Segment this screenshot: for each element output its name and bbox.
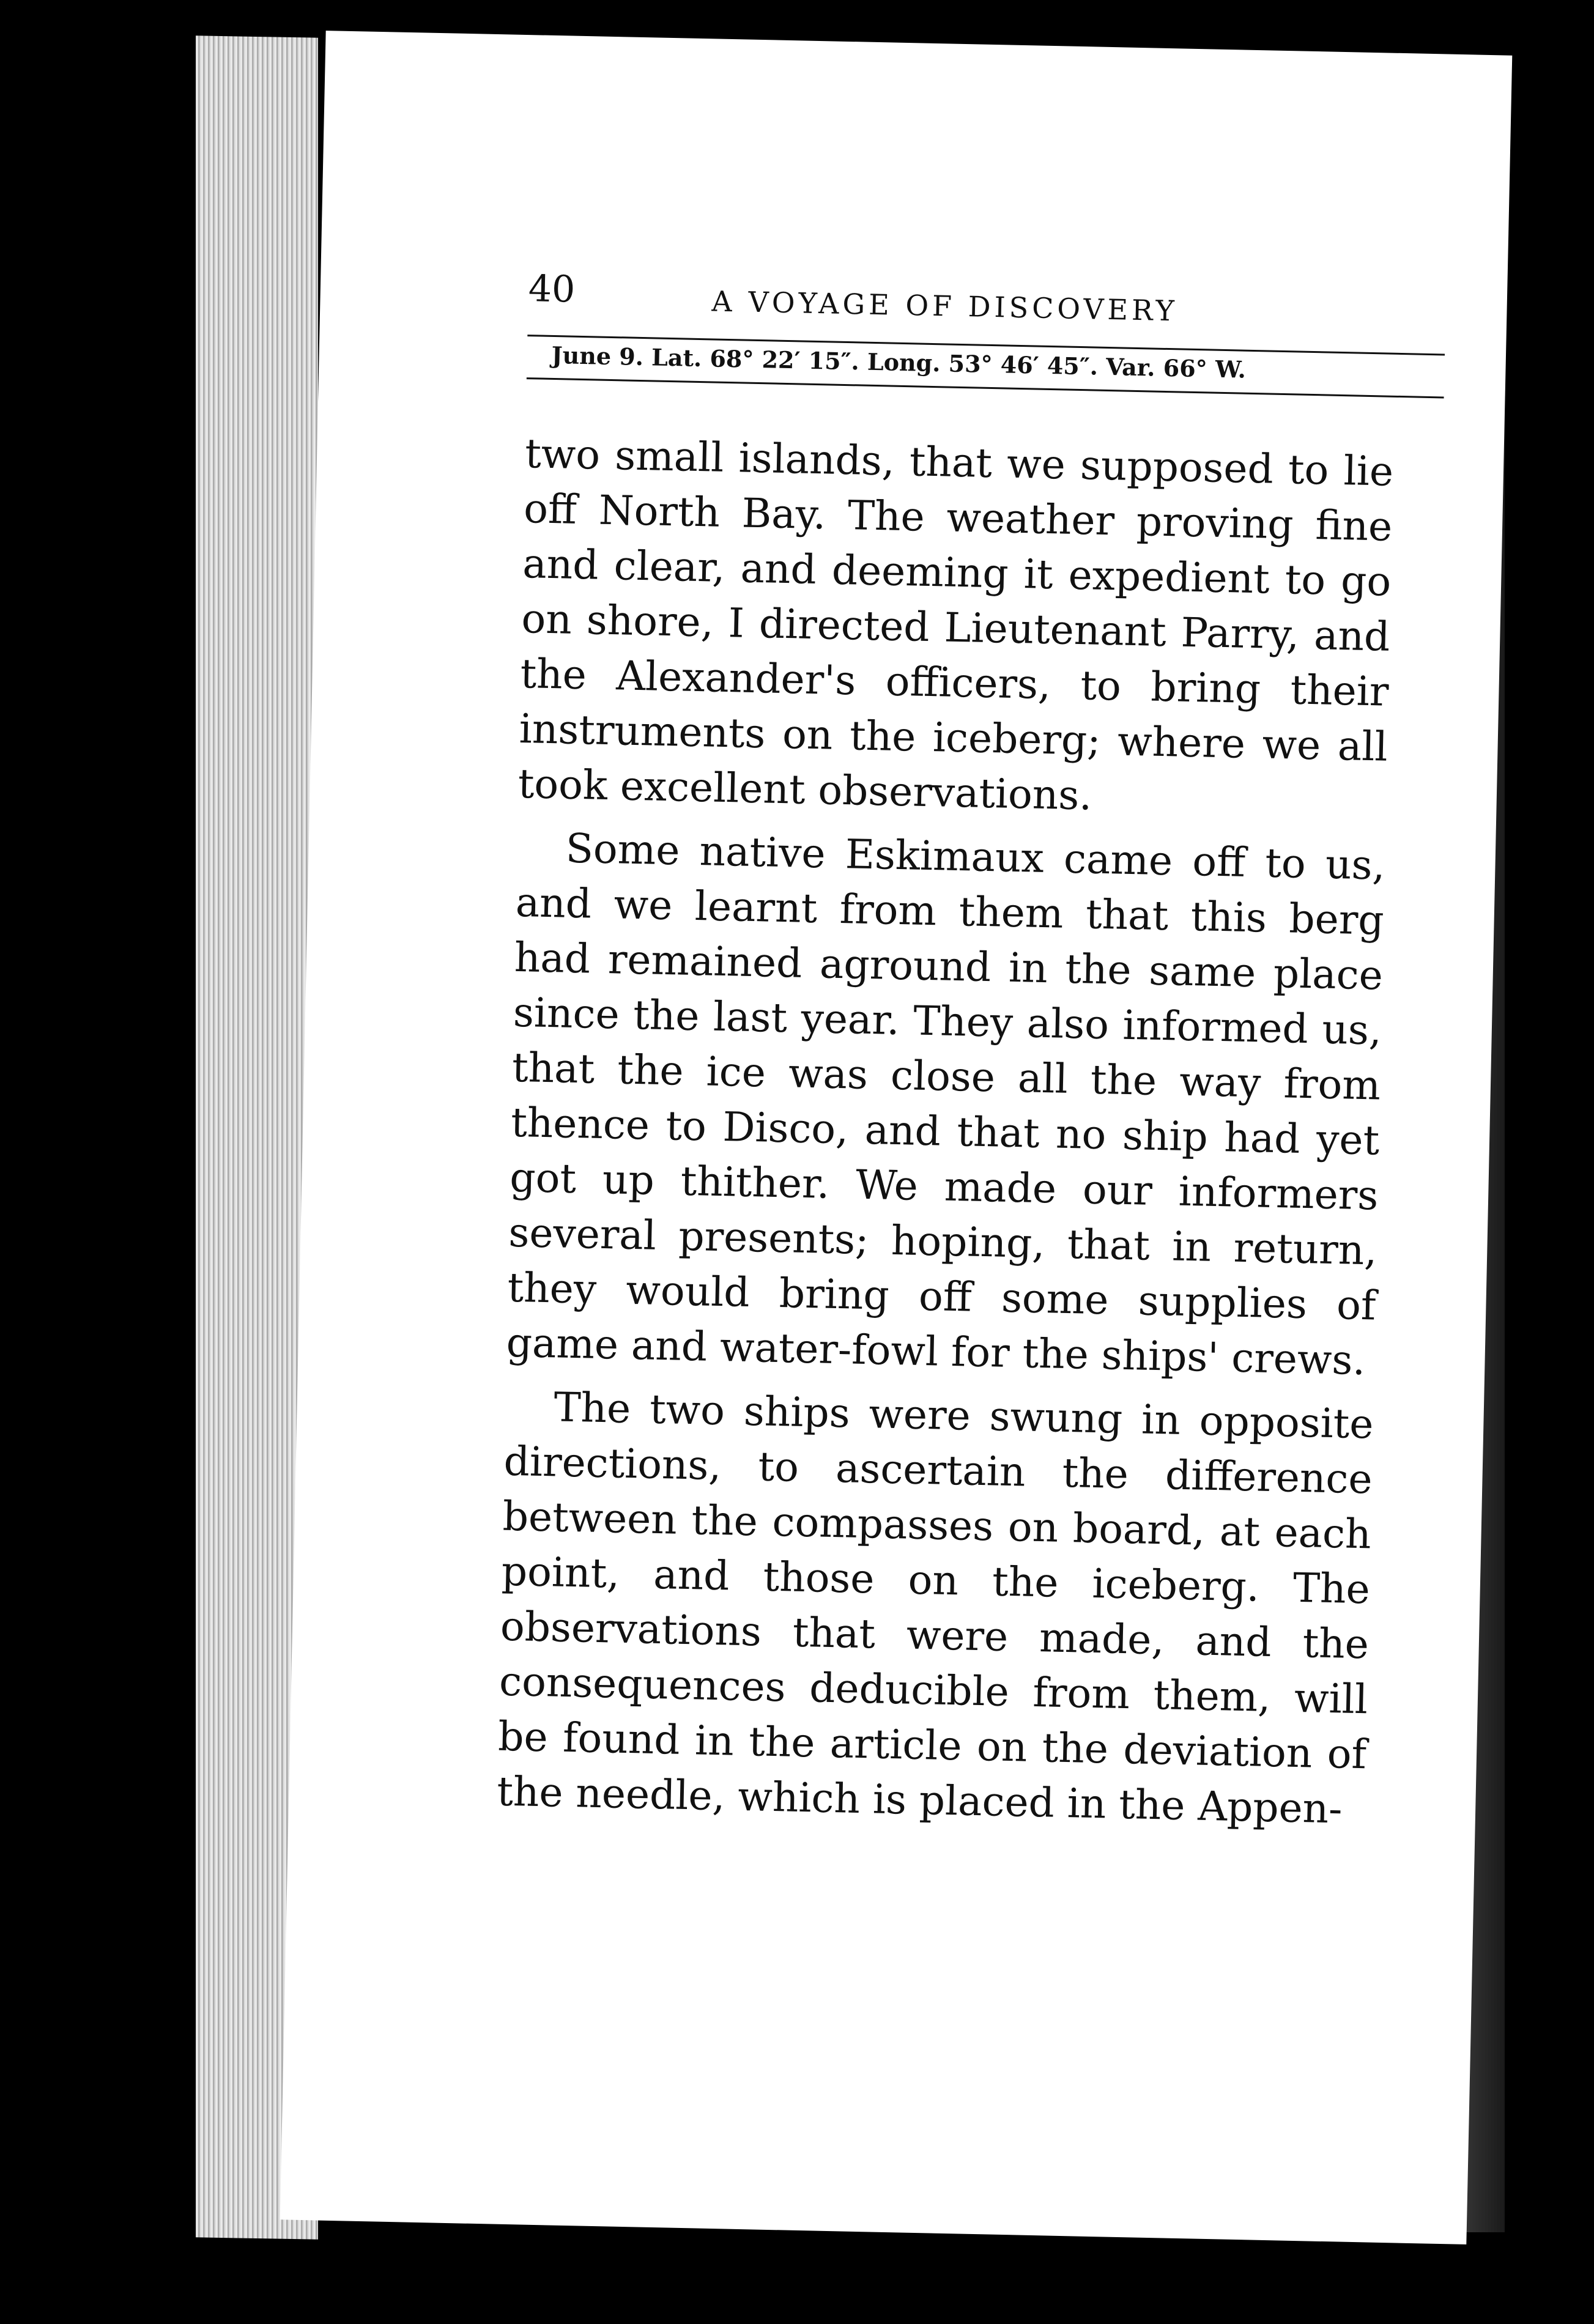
paragraph: Some native Eskimaux came off to us, and we learnt from them that this berg had remained aground in the same place since the last year. They also informed us, that the ice was close all the way from thence to Disco, and that no ship had yet got up thither. We made our informers several presents; hoping, that in return, they would bring off some supplies of game and water-fowl for the ships' crews. [506,824,1386,1385]
running-title: A VOYAGE OF DISCOVERY [711,284,1179,328]
body-text [496,426,1394,1846]
running-head [528,267,1446,335]
margin-note: June 9. Lat. 68° 22′ 15″. Long. 53° 46′ 45″. Var. 66° W. [551,341,1247,383]
paragraph: The two ships were swung in opposite directions, to ascertain the difference between the compasses on board, at each point, and those on the iceberg. The observations that were made, and the consequences deducible from them, will be found in the article on the deviation of the needle, which is placed in the Appen- [496,1383,1374,1833]
book-page [280,31,1513,2244]
paragraph: two small islands, that we supposed to lie off North Bay. The weather proving fine and clear, and deeming it expedient to go on shore, I directed Lieutenant Parry, and the Alexander's officers, to bring their instruments on the iceberg; where we all took excellent observations. [517,430,1394,820]
page-number: 40 [528,267,576,311]
